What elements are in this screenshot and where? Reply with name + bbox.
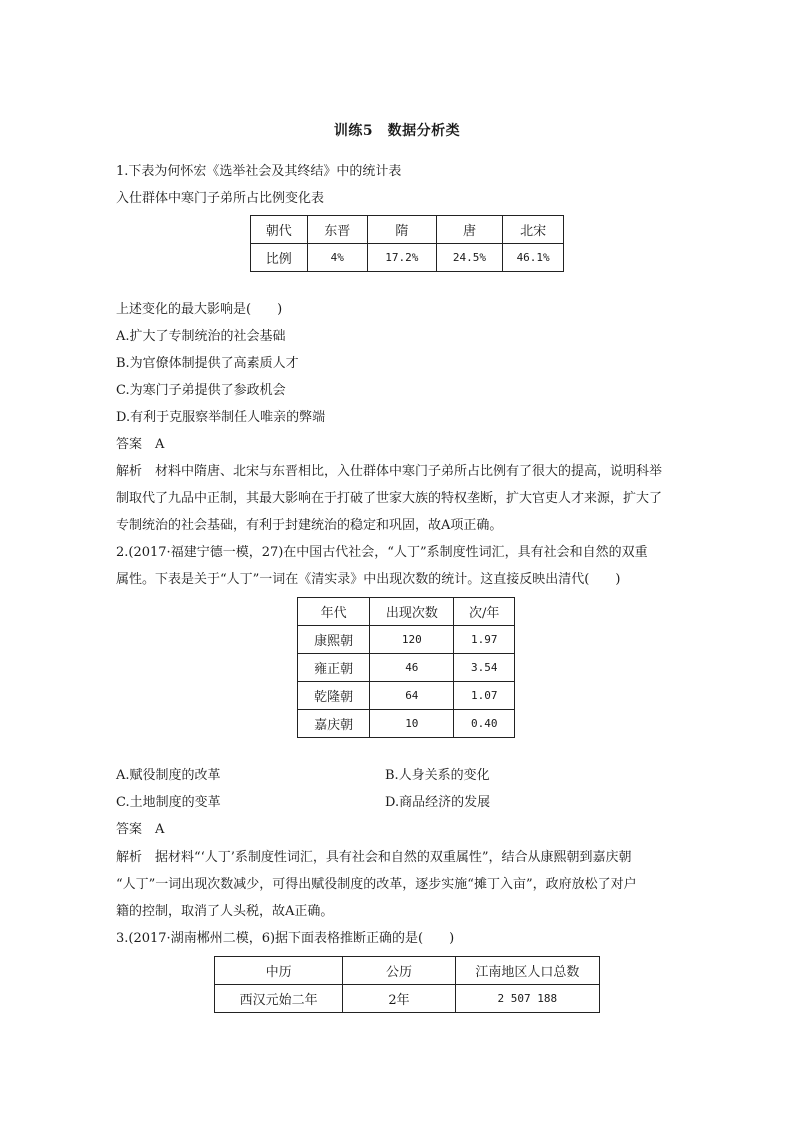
- q1-option-b: B.为官僚体制提供了高素质人才: [116, 356, 299, 371]
- q2-td: 乾隆朝: [298, 682, 370, 710]
- q1-td: 46.1%: [503, 244, 564, 272]
- q2-th: 次/年: [454, 598, 515, 626]
- q2-table-row: [298, 654, 515, 682]
- q2-option-a: A.赋役制度的改革: [116, 768, 221, 783]
- q2-analysis-line: 解析 据材料“‘人丁’系制度性词汇，具有社会和自然的双重属性”，结合从康熙朝到嘉庆朝: [116, 850, 632, 865]
- q1-th: 隋: [368, 216, 437, 244]
- q2-td: 120: [370, 626, 454, 654]
- q2-td: 64: [370, 682, 454, 710]
- q1-analysis-line: 解析 材料中隋唐、北宋与东晋相比，入仕群体中寒门子弟所占比例有了很大的提高，说明科举: [116, 464, 663, 479]
- q2-td: 46: [370, 654, 454, 682]
- q2-td: 3.54: [454, 654, 515, 682]
- q1-th: 东晋: [307, 216, 367, 244]
- q2-td: 10: [370, 710, 454, 738]
- q2-td: 康熙朝: [298, 626, 370, 654]
- q1-stem: 1.下表为何怀宏《选举社会及其终结》中的统计表: [116, 164, 402, 179]
- q2-th: 出现次数: [370, 598, 454, 626]
- q3-td: 西汉元始二年: [215, 985, 343, 1013]
- q2-table-row: [298, 626, 515, 654]
- q1-table-row: [251, 244, 564, 272]
- q1-th: 朝代: [251, 216, 308, 244]
- q2-stem-line: 属性。下表是关于“人丁”一词在《清实录》中出现次数的统计。这直接反映出清代( ): [116, 572, 621, 587]
- q3-table-header-row: [215, 957, 600, 985]
- q2-answer: 答案 A: [116, 822, 165, 837]
- q3-th: 中历: [215, 957, 343, 985]
- q1-table-header-row: [251, 216, 564, 244]
- page-title: 训练5 数据分析类: [333, 123, 461, 139]
- q3-stem: 3.(2017·湖南郴州二模，6)据下面表格推断正确的是( ): [116, 931, 455, 946]
- q1-th: 北宋: [503, 216, 564, 244]
- q1-td: 17.2%: [368, 244, 437, 272]
- q1-td: 4%: [307, 244, 367, 272]
- q2-stem-line: 2.(2017·福建宁德一模，27)在中国古代社会，“人丁”系制度性词汇，具有社会和自然的双重: [116, 545, 648, 560]
- q2-analysis-line: 籍的控制，取消了人头税，故A正确。: [116, 904, 334, 919]
- q3-td: 2年: [343, 985, 455, 1013]
- q1-option-c: C.为寒门子弟提供了参政机会: [116, 383, 286, 398]
- q2-option-d: D.商品经济的发展: [385, 795, 491, 810]
- q1-td: 24.5%: [436, 244, 503, 272]
- q1-table-caption: 入仕群体中寒门子弟所占比例变化表: [116, 191, 325, 206]
- q1-analysis-line: 专制统治的社会基础，有利于封建统治的稳定和巩固，故A项正确。: [116, 518, 503, 533]
- q3-th: 江南地区人口总数: [455, 957, 599, 985]
- q2-table-row: [298, 682, 515, 710]
- q1-answer: 答案 A: [116, 437, 165, 452]
- q2-option-b: B.人身关系的变化: [385, 768, 490, 783]
- q2-analysis-line: “人丁”一词出现次数减少，可得出赋役制度的改革，逐步实施“摊丁入亩”，政府放松了对户: [116, 877, 637, 892]
- q3-th: 公历: [343, 957, 455, 985]
- q3-table: [214, 956, 600, 1013]
- q1-td: 比例: [251, 244, 308, 272]
- q2-td: 1.97: [454, 626, 515, 654]
- q2-td: 0.40: [454, 710, 515, 738]
- q2-table-header-row: [298, 598, 515, 626]
- q1-analysis-line: 制取代了九品中正制，其最大影响在于打破了世家大族的特权垄断，扩大官吏人才来源，扩大了: [116, 491, 663, 506]
- q2-th: 年代: [298, 598, 370, 626]
- q1-option-d: D.有利于克服察举制任人唯亲的弊端: [116, 410, 326, 425]
- q3-td: 2 507 188: [455, 985, 599, 1013]
- q2-td: 1.07: [454, 682, 515, 710]
- q2-option-c: C.土地制度的变革: [116, 795, 221, 810]
- q1-option-a: A.扩大了专制统治的社会基础: [116, 329, 286, 344]
- q2-td: 雍正朝: [298, 654, 370, 682]
- q1-question: 上述变化的最大影响是( ): [116, 302, 283, 317]
- q2-table: [297, 597, 515, 738]
- q1-th: 唐: [436, 216, 503, 244]
- q1-table: [250, 215, 564, 272]
- q2-table-row: [298, 710, 515, 738]
- q3-table-row: [215, 985, 600, 1013]
- q2-td: 嘉庆朝: [298, 710, 370, 738]
